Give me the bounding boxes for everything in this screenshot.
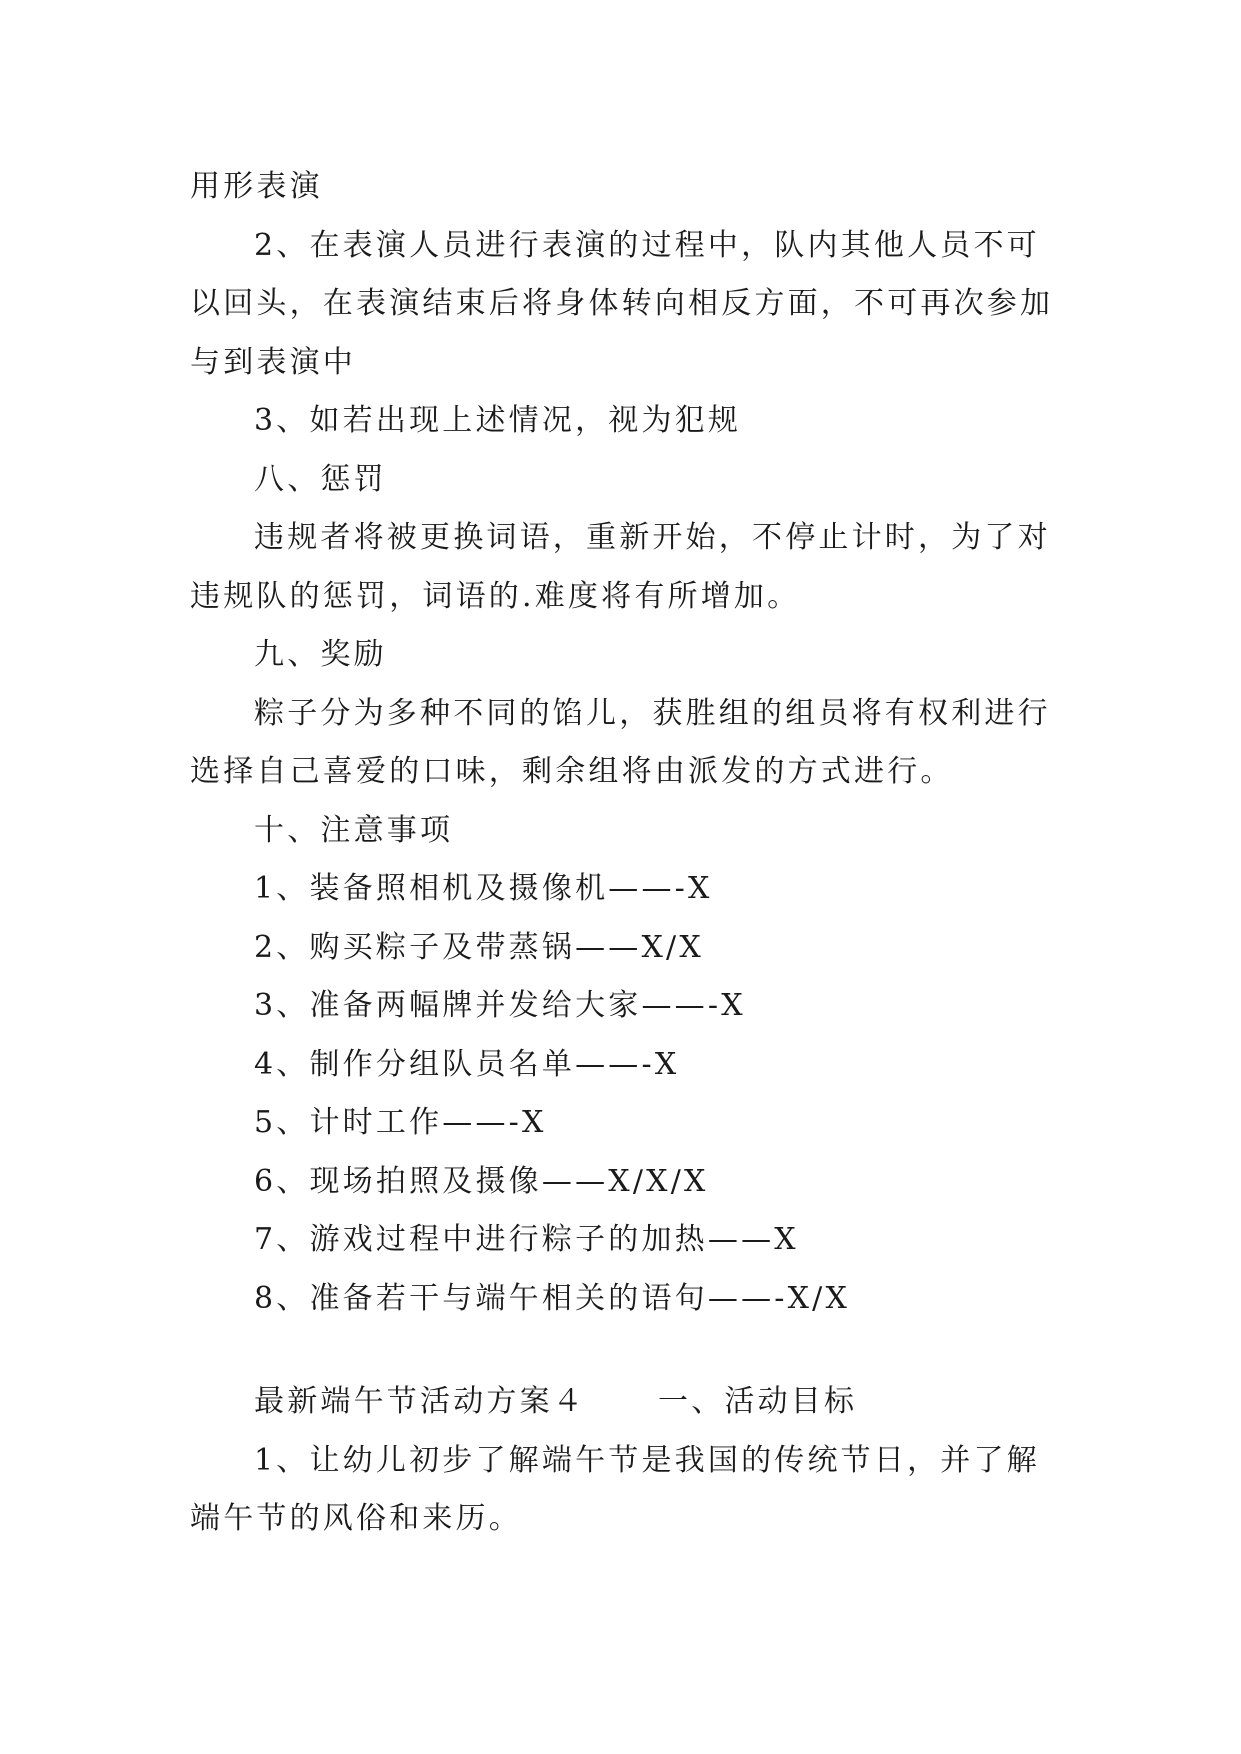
section-subtitle: 一、活动目标 xyxy=(658,1384,858,1419)
paragraph-line: 用形表演 xyxy=(190,169,323,204)
section-heading: 八、惩罚 xyxy=(254,461,387,497)
paragraph-line: 粽子分为多种不同的馅儿，获胜组的组员将有权利进行 xyxy=(254,695,1051,731)
section-spacer xyxy=(190,1328,1060,1373)
paragraph-line: 违规者将被更换词语，重新开始，不停止计时，为了对 xyxy=(254,520,1051,555)
paragraph-line: 端午节的风俗和来历。 xyxy=(190,1501,522,1536)
list-item: 2、购买粽子及带蒸锅——X/X xyxy=(254,929,704,965)
list-item: 7、游戏过程中进行粽子的加热——X xyxy=(254,1222,799,1257)
paragraph-line: 3、如若出现上述情况，视为犯规 xyxy=(254,403,742,438)
section-heading: 九、奖励 xyxy=(254,637,387,672)
list-item: 8、准备若干与端午相关的语句——-X/X xyxy=(254,1280,851,1316)
paragraph-line: 1、让幼儿初步了解端午节是我国的传统节日，并了解 xyxy=(254,1442,1040,1478)
document-body xyxy=(190,158,1060,1549)
list-item: 1、装备照相机及摄像机——-X xyxy=(254,871,713,906)
section-heading: 十、注意事项 xyxy=(254,812,454,848)
paragraph-line: 违规队的惩罚，词语的.难度将有所增加。 xyxy=(190,578,801,614)
paragraph-line: 选择自己喜爱的口味，剩余组将由派发的方式进行。 xyxy=(190,754,954,789)
paragraph-line: 以回头，在表演结束后将身体转向相反方面，不可再次参加 xyxy=(190,286,1054,321)
section-title: 最新端午节活动方案４ xyxy=(254,1384,586,1419)
list-item: 3、准备两幅牌并发给大家——-X xyxy=(254,988,746,1023)
list-item: 6、现场拍照及摄像——X/X/X xyxy=(254,1163,709,1199)
list-item: 5、计时工作——-X xyxy=(254,1105,547,1140)
paragraph-line: 与到表演中 xyxy=(190,344,356,380)
section-title-row xyxy=(190,1373,1060,1432)
list-item: 4、制作分组队员名单——-X xyxy=(254,1046,680,1082)
paragraph-line: 2、在表演人员进行表演的过程中，队内其他人员不可 xyxy=(254,227,1040,263)
